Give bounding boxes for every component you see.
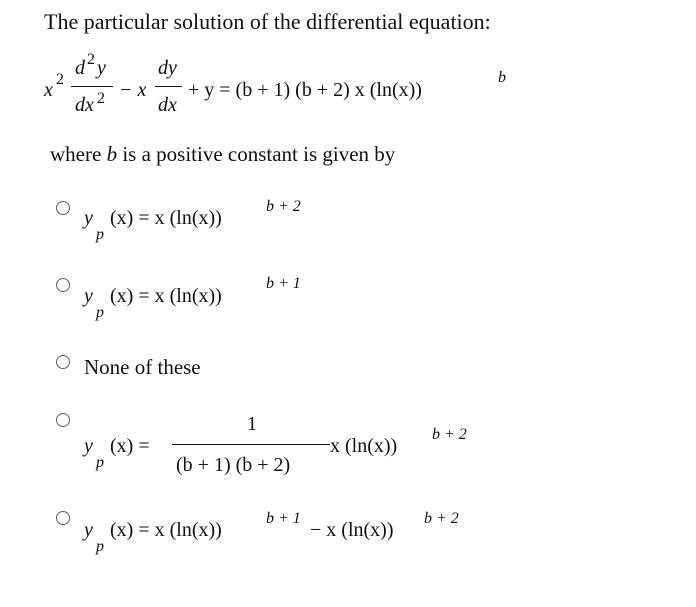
- option-c-label: None of these: [84, 355, 201, 379]
- option-e-power-2: b + 2: [424, 510, 459, 527]
- option-a-y: y: [84, 207, 93, 229]
- option-d-sub: p: [96, 454, 104, 471]
- option-a-sub: p: [96, 226, 104, 243]
- eq-x-power: 2: [56, 71, 64, 88]
- question-condition: [50, 144, 395, 165]
- option-d-radio[interactable]: [56, 413, 70, 427]
- option-d-numerator: 1: [247, 413, 257, 435]
- option-a-expr: (x) = x (ln(x)): [110, 207, 222, 229]
- option-b-y: y: [84, 285, 93, 307]
- option-b-power: b + 1: [266, 275, 301, 292]
- eq-d-power: 2: [87, 51, 95, 68]
- option-d-expr-right: x (ln(x)): [330, 435, 398, 457]
- option-a-radio[interactable]: [56, 201, 70, 215]
- option-b-expr: (x) = x (ln(x)): [110, 285, 222, 307]
- eq-dx: dx: [75, 94, 94, 116]
- eq-d: d: [75, 57, 85, 79]
- option-e-power-1: b + 1: [266, 510, 301, 527]
- option-b-sub: p: [96, 304, 104, 321]
- eq-rhs: + y = (b + 1) (b + 2) x (ln(x)): [188, 79, 422, 101]
- fraction-bar-dy: [155, 86, 182, 87]
- option-d-denominator: (b + 1) (b + 2): [176, 454, 291, 476]
- option-d-y: y: [84, 435, 93, 457]
- eq-y: y: [97, 57, 106, 79]
- eq-rhs-power: b: [498, 69, 506, 86]
- eq-dy: dy: [158, 57, 177, 79]
- option-a-power: b + 2: [266, 198, 301, 215]
- option-e-mid: − x (ln(x)): [310, 519, 394, 541]
- eq-x: x: [44, 79, 53, 101]
- option-d-fraction-bar: [172, 444, 330, 445]
- question-title: The particular solution of the differential equation:: [44, 9, 491, 34]
- where-rest: is a positive constant is given by: [122, 142, 396, 166]
- option-e-y: y: [84, 519, 93, 541]
- option-d-expr-left: (x) =: [110, 435, 150, 457]
- option-e-sub: p: [96, 538, 104, 555]
- option-e-expr: (x) = x (ln(x)): [110, 519, 222, 541]
- eq-dx-power: 2: [97, 90, 105, 107]
- eq-dx2: dx: [158, 94, 177, 116]
- where-word: where: [50, 142, 102, 166]
- eq-minus-x: − x: [119, 79, 147, 101]
- option-b-radio[interactable]: [56, 278, 70, 292]
- where-b: b: [106, 142, 118, 166]
- option-d-power: b + 2: [432, 426, 467, 443]
- option-e-radio[interactable]: [56, 511, 70, 525]
- option-c-radio[interactable]: [56, 355, 70, 369]
- fraction-bar-d2y: [71, 86, 113, 87]
